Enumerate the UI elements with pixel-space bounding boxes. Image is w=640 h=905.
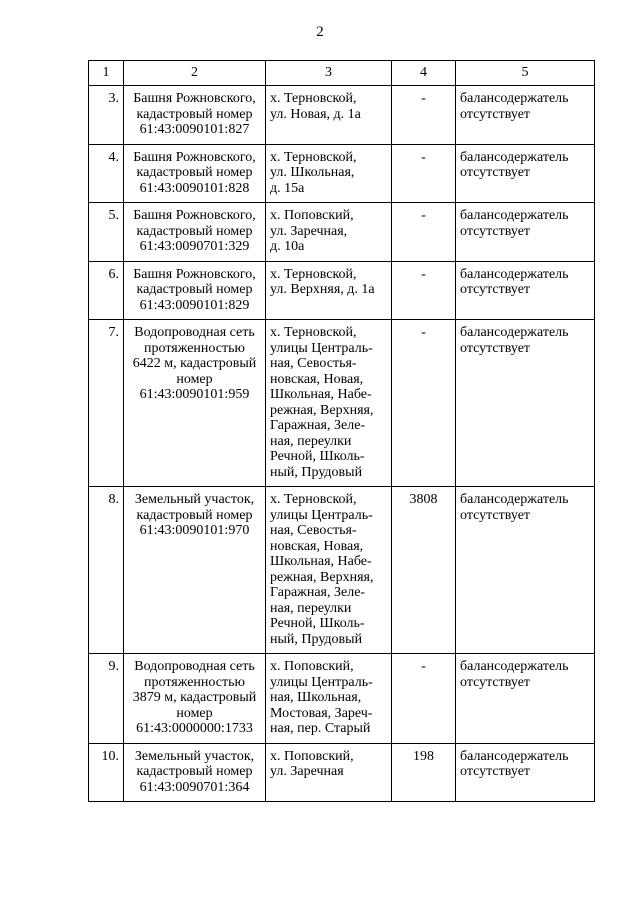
object-name-line: 61:43:0000000:1733 xyxy=(136,721,253,736)
address-cell xyxy=(266,261,392,320)
address-line: режная, Верхняя, xyxy=(270,402,374,418)
holder-line: отсутствует xyxy=(460,340,531,356)
address-line: х. Терновской, xyxy=(270,325,357,340)
row-number: 6. xyxy=(89,261,124,320)
address-line: д. 10а xyxy=(270,239,305,254)
object-name-line: Земельный участок, xyxy=(134,748,255,764)
holder-line: балансодержатель xyxy=(460,325,569,340)
address-line: ный, Прудовый xyxy=(270,631,363,647)
address-line: Мостовая, Зареч- xyxy=(270,705,373,721)
address-line: х. Терновской, xyxy=(270,266,357,282)
row-number: 9. xyxy=(89,654,124,744)
column-number: 2 xyxy=(124,61,266,86)
object-name-line: протяженностью xyxy=(144,674,245,690)
holder-line: отсутствует xyxy=(460,165,531,180)
address-line: ный, Прудовый xyxy=(270,464,363,480)
address-line: х. Поповский, xyxy=(270,208,354,223)
area-cell: 198 xyxy=(392,743,456,802)
object-name-line: 61:43:0090101:828 xyxy=(139,180,250,196)
holder-line: отсутствует xyxy=(460,764,531,779)
address-line: ная, пер. Старый xyxy=(270,721,371,736)
holder-cell xyxy=(456,203,595,262)
object-name-line: 3879 м, кадастровый xyxy=(132,690,257,705)
address-cell xyxy=(266,203,392,262)
address-line: ул. Новая, д. 1а xyxy=(270,106,361,122)
object-name-line: номер xyxy=(176,705,213,721)
holder-cell xyxy=(456,261,595,320)
object-name-line: кадастровый номер xyxy=(136,282,253,297)
holder-line: отсутствует xyxy=(460,507,531,523)
object-name-line: 61:43:0090101:827 xyxy=(139,122,250,137)
address-line: новская, Новая, xyxy=(270,538,364,554)
address-cell xyxy=(266,654,392,744)
property-table xyxy=(88,60,595,802)
address-line: ная, Школьная, xyxy=(270,690,362,705)
area-cell: - xyxy=(392,261,456,320)
holder-cell xyxy=(456,487,595,654)
object-name-line: кадастровый номер xyxy=(136,507,253,523)
table-row xyxy=(89,144,595,203)
address-line: ул. Заречная, xyxy=(270,223,348,239)
object-name-line: номер xyxy=(176,371,213,387)
area-cell: - xyxy=(392,654,456,744)
address-line: ул. Верхняя, д. 1а xyxy=(270,282,375,297)
address-line: новская, Новая, xyxy=(270,371,364,387)
area-cell: - xyxy=(392,144,456,203)
object-name-line: Башня Рожновского, xyxy=(133,208,256,223)
holder-cell xyxy=(456,86,595,145)
area-cell: - xyxy=(392,203,456,262)
address-line: Школьная, Набе- xyxy=(270,554,372,569)
address-cell xyxy=(266,86,392,145)
row-number: 7. xyxy=(89,320,124,487)
object-name-line: Земельный участок, xyxy=(134,492,255,507)
table-row xyxy=(89,261,595,320)
address-line: улицы Централь- xyxy=(270,340,373,356)
holder-line: отсутствует xyxy=(460,223,531,239)
address-line: ная, переулки xyxy=(270,600,352,616)
area-cell: - xyxy=(392,86,456,145)
page-number: 2 xyxy=(316,24,324,40)
holder-line: балансодержатель xyxy=(460,266,569,282)
address-line: улицы Централь- xyxy=(270,507,373,523)
holder-cell xyxy=(456,654,595,744)
address-cell xyxy=(266,144,392,203)
object-name-line: Башня Рожновского, xyxy=(133,149,256,165)
address-line: Речной, Школь- xyxy=(270,449,365,464)
object-name-line: 61:43:0090101:829 xyxy=(139,297,250,313)
holder-cell xyxy=(456,320,595,487)
holder-cell xyxy=(456,144,595,203)
area-cell: - xyxy=(392,320,456,487)
address-line: ная, Севостья- xyxy=(270,523,357,538)
holder-line: балансодержатель xyxy=(460,659,569,674)
object-name-line: Башня Рожновского, xyxy=(133,266,256,282)
address-line: Речной, Школь- xyxy=(270,616,365,631)
table-row xyxy=(89,743,595,802)
table-row xyxy=(89,86,595,145)
object-name-cell xyxy=(124,743,266,802)
table-row xyxy=(89,654,595,744)
object-name-line: 6422 м, кадастровый xyxy=(132,356,257,371)
row-number: 4. xyxy=(89,144,124,203)
area-cell: 3808 xyxy=(392,487,456,654)
holder-line: отсутствует xyxy=(460,106,531,122)
address-cell xyxy=(266,743,392,802)
object-name-cell xyxy=(124,203,266,262)
object-name-cell xyxy=(124,487,266,654)
object-name-line: Башня Рожновского, xyxy=(133,91,256,106)
holder-cell xyxy=(456,743,595,802)
object-name-cell xyxy=(124,654,266,744)
row-number: 8. xyxy=(89,487,124,654)
object-name-cell xyxy=(124,320,266,487)
holder-line: балансодержатель xyxy=(460,208,569,223)
address-line: ная, Севостья- xyxy=(270,356,357,371)
object-name-line: 61:43:0090701:329 xyxy=(139,239,250,254)
holder-line: отсутствует xyxy=(460,282,531,297)
column-number: 1 xyxy=(89,61,124,86)
address-line: Школьная, Набе- xyxy=(270,387,372,402)
address-line: х. Терновской, xyxy=(270,149,357,165)
address-line: х. Терновской, xyxy=(270,91,357,106)
address-line: ул. Школьная, xyxy=(270,165,355,180)
object-name-line: кадастровый номер xyxy=(136,764,253,779)
address-line: ная, переулки xyxy=(270,433,352,449)
object-name-cell xyxy=(124,261,266,320)
address-line: Гаражная, Зеле- xyxy=(270,418,366,433)
table-row xyxy=(89,487,595,654)
column-number-row xyxy=(89,61,595,86)
address-line: х. Поповский, xyxy=(270,748,354,764)
address-cell xyxy=(266,320,392,487)
address-line: режная, Верхняя, xyxy=(270,569,374,585)
address-line: Гаражная, Зеле- xyxy=(270,585,366,600)
address-line: х. Терновской, xyxy=(270,492,357,507)
object-name-line: Водопроводная сеть xyxy=(134,325,255,340)
object-name-line: протяженностью xyxy=(144,340,245,356)
column-number: 4 xyxy=(392,61,456,86)
object-name-line: кадастровый номер xyxy=(136,106,253,122)
row-number: 10. xyxy=(89,743,124,802)
object-name-line: кадастровый номер xyxy=(136,165,253,180)
object-name-cell xyxy=(124,86,266,145)
row-number: 3. xyxy=(89,86,124,145)
holder-line: балансодержатель xyxy=(460,492,569,507)
object-name-line: кадастровый номер xyxy=(136,223,253,239)
column-number: 5 xyxy=(456,61,595,86)
holder-line: балансодержатель xyxy=(460,748,569,764)
address-line: ул. Заречная xyxy=(270,764,344,779)
column-number: 3 xyxy=(266,61,392,86)
address-line: улицы Централь- xyxy=(270,674,373,690)
object-name-line: 61:43:0090101:959 xyxy=(139,387,250,402)
object-name-line: 61:43:0090101:970 xyxy=(139,523,250,538)
holder-line: отсутствует xyxy=(460,674,531,690)
holder-line: балансодержатель xyxy=(460,91,569,106)
address-line: х. Поповский, xyxy=(270,659,354,674)
object-name-line: Водопроводная сеть xyxy=(134,659,255,674)
object-name-line: 61:43:0090701:364 xyxy=(139,779,250,795)
row-number: 5. xyxy=(89,203,124,262)
table-row xyxy=(89,320,595,487)
object-name-cell xyxy=(124,144,266,203)
address-cell xyxy=(266,487,392,654)
table-row xyxy=(89,203,595,262)
address-line: д. 15а xyxy=(270,180,305,196)
holder-line: балансодержатель xyxy=(460,149,569,165)
